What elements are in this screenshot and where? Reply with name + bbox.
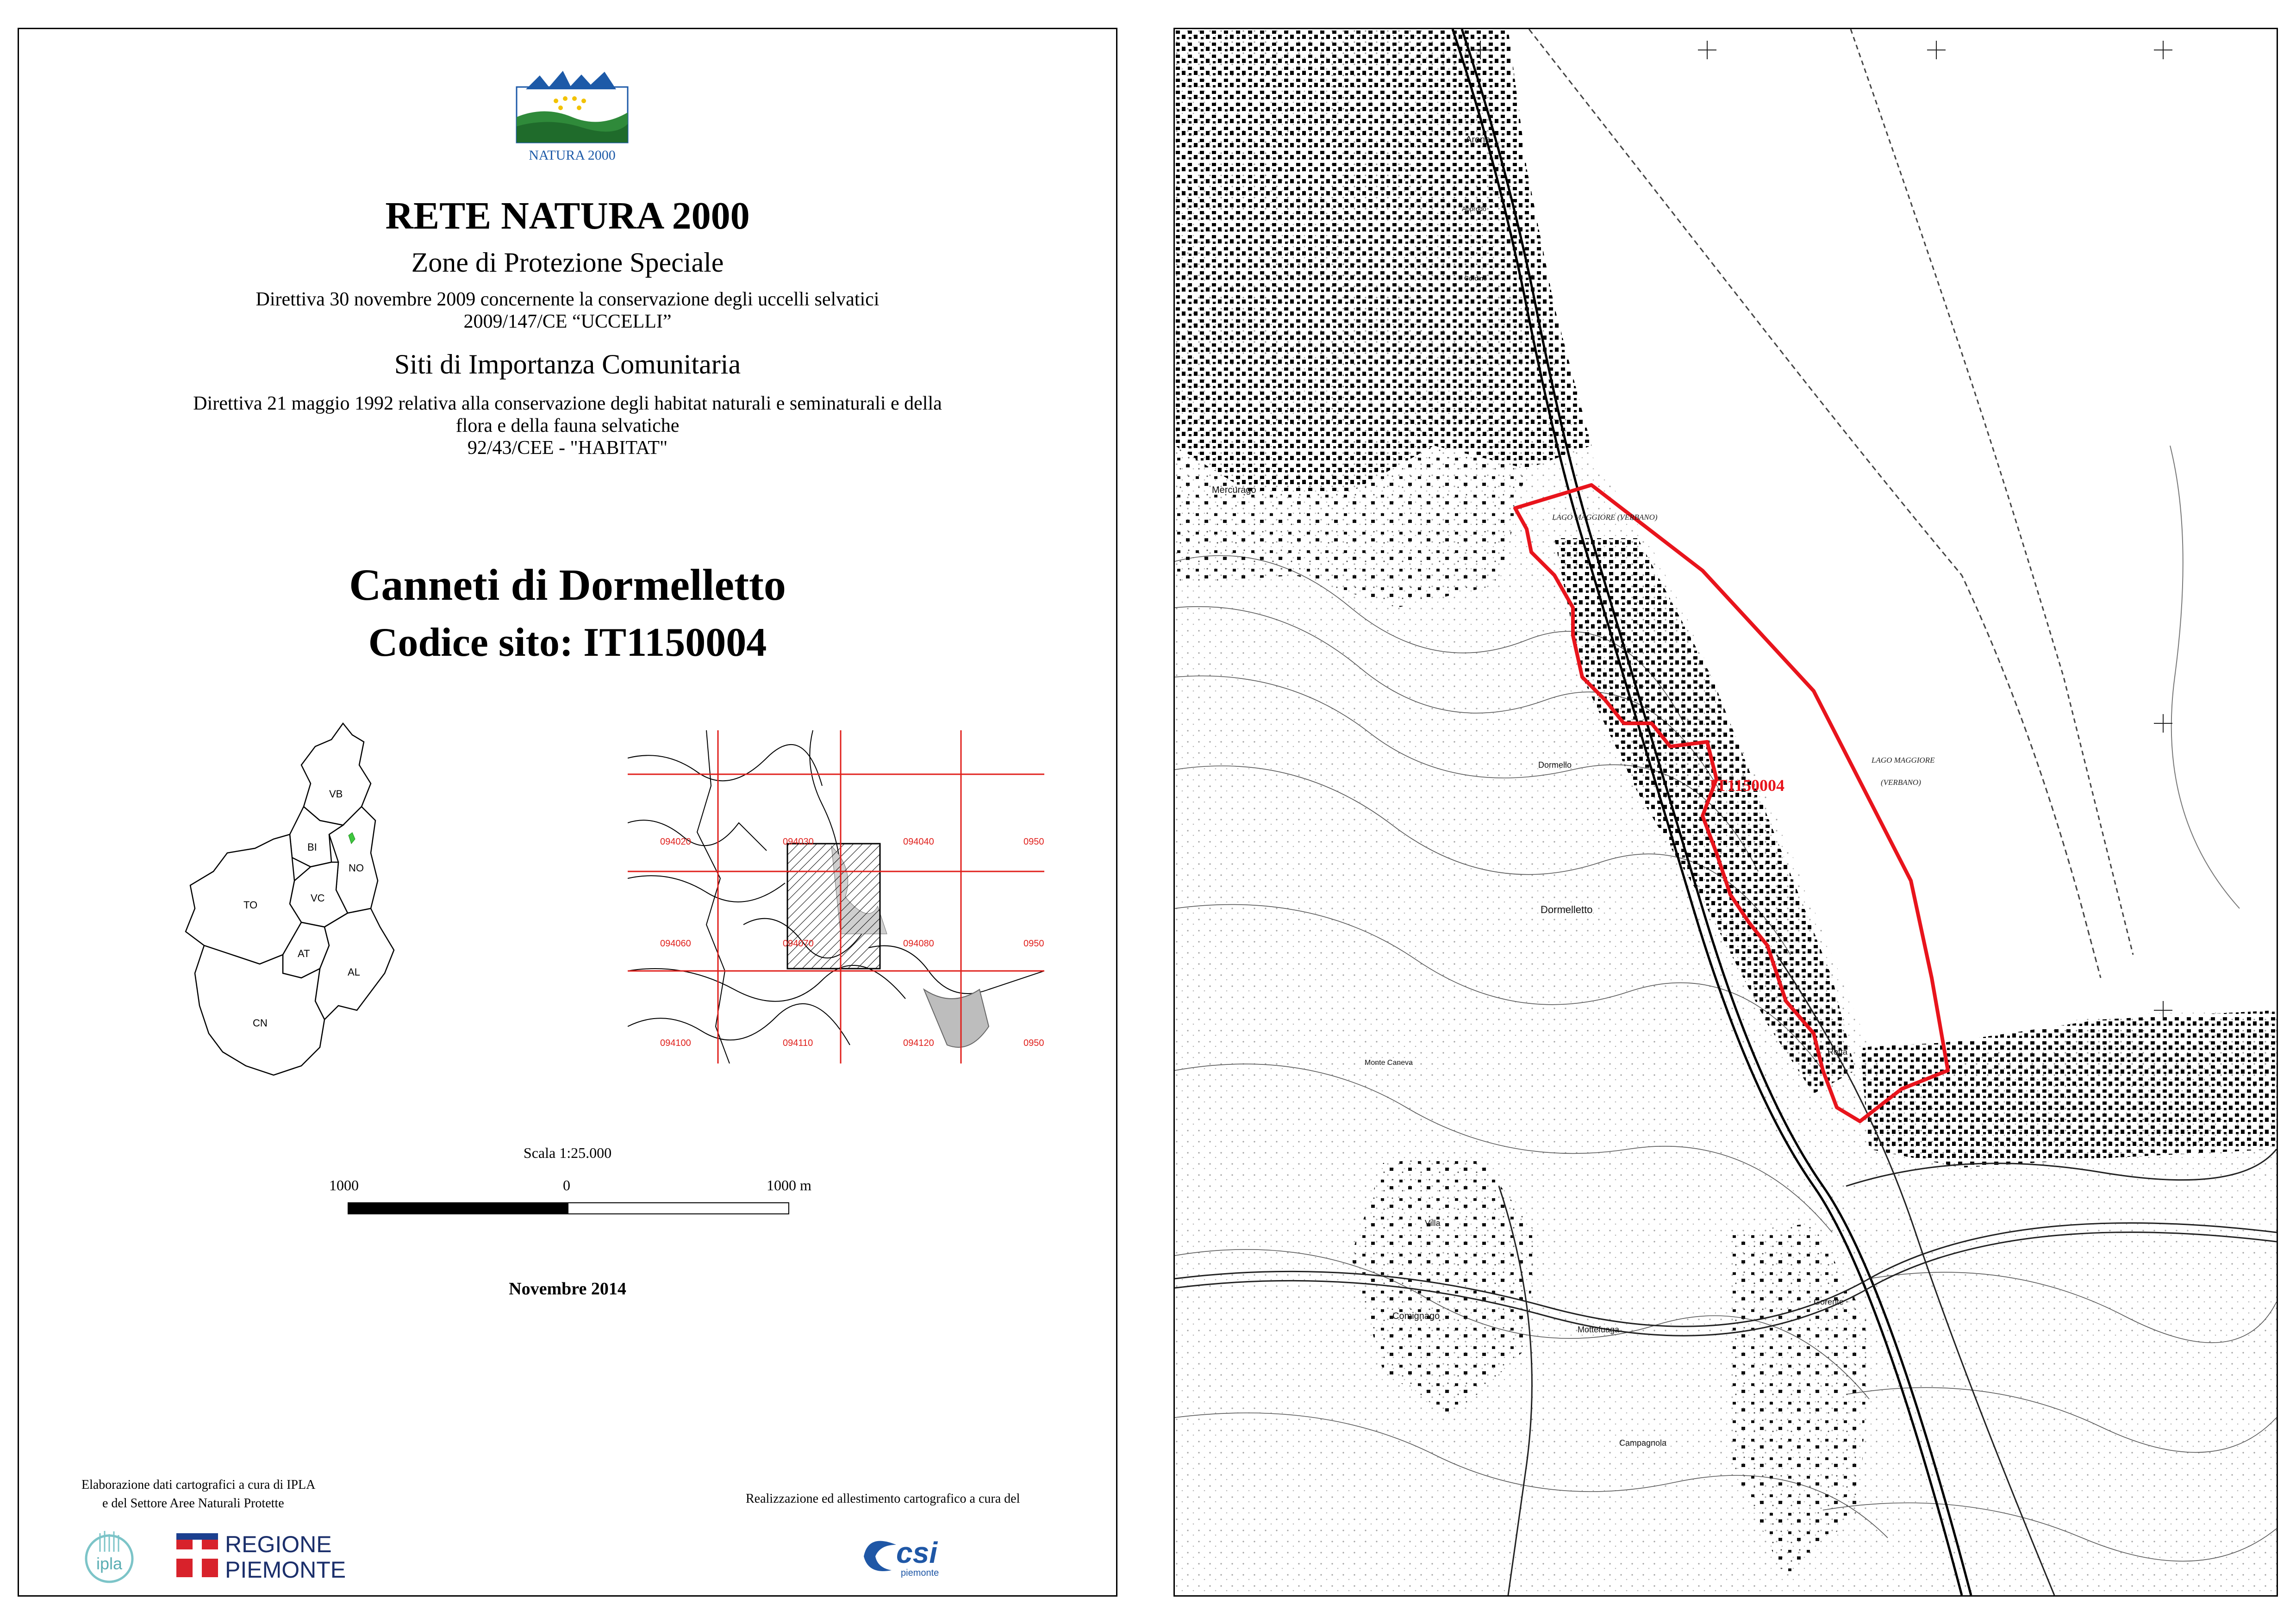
regione-shield-icon xyxy=(174,1531,220,1579)
ipla-logo-graphic xyxy=(79,1529,139,1584)
label-vb: VB xyxy=(329,788,343,800)
sheet-index-map xyxy=(628,730,1044,1063)
legend-panel xyxy=(18,28,1117,1597)
csi-logo-subtext: piemonte xyxy=(901,1568,939,1578)
place-campagnola: Campagnola xyxy=(1619,1438,1667,1448)
place-comignago: Comignago xyxy=(1392,1311,1440,1321)
place-monte-caneva: Monte Caneva xyxy=(1365,1059,1413,1067)
label-vc: VC xyxy=(311,892,325,904)
sheet-index-svg xyxy=(628,730,1044,1063)
topographic-map-panel xyxy=(1173,28,2278,1597)
region-locator-map xyxy=(176,714,500,1084)
sheet-094080: 094080 xyxy=(903,939,934,949)
csi-piemonte-logo xyxy=(859,1536,980,1582)
place-gorente: Gorente xyxy=(1814,1297,1844,1306)
scale-bar xyxy=(348,1202,789,1214)
regione-text-line2: PIEMONTE xyxy=(225,1557,346,1583)
sic-title: Siti di Importanza Comunitaria xyxy=(394,349,741,379)
place-dormelletto: Dormelletto xyxy=(1541,904,1593,915)
label-cn: CN xyxy=(253,1017,268,1029)
sheet-094100: 094100 xyxy=(660,1038,691,1048)
place-arona: Arona xyxy=(1466,135,1491,145)
scale-label-left: 1000 xyxy=(329,1177,359,1194)
site-name: Canneti di Dormelletto xyxy=(349,560,786,609)
label-al: AL xyxy=(348,966,360,978)
place-dormello: Dormello xyxy=(1538,760,1572,770)
sheet-0950-a: 0950 xyxy=(1023,837,1044,847)
lake-label-2a: LAGO MAGGIORE xyxy=(1872,756,1935,765)
label-no: NO xyxy=(349,862,364,874)
place-cordino: Cordino xyxy=(1464,274,1487,282)
lake-label-2b: (VERBANO) xyxy=(1881,778,1921,787)
sic-directive-line2: flora e della fauna selvatiche xyxy=(455,415,680,436)
sheet-094020: 094020 xyxy=(660,837,691,847)
zps-directive-line2: 2009/147/CE “UCCELLI” xyxy=(463,311,672,332)
label-bi: BI xyxy=(307,841,317,853)
site-code-map-label: IT1150004 xyxy=(1710,776,1785,795)
sheet-0950-c: 0950 xyxy=(1023,1038,1044,1048)
place-mottefuaga: Mottefuaga xyxy=(1578,1325,1620,1334)
sheet-094030: 094030 xyxy=(783,837,814,847)
zps-directive-line1: Direttiva 30 novembre 2009 concernente la conservazione degli uccelli selvatici xyxy=(256,289,880,310)
zps-title: Zone di Protezione Speciale xyxy=(411,247,724,278)
svg-text:NATURA 2000: NATURA 2000 xyxy=(529,148,616,163)
scale-title: Scala 1:25.000 xyxy=(523,1144,612,1161)
region-map-svg xyxy=(176,714,500,1084)
scale-label-right: 1000 m xyxy=(767,1177,811,1194)
place-rotta: Rotta xyxy=(1828,1047,1848,1057)
sheet-094040: 094040 xyxy=(903,837,934,847)
natura2000-logo xyxy=(512,62,632,166)
sheet-094060: 094060 xyxy=(660,939,691,949)
sic-directive-line3: 92/43/CEE - "HABITAT" xyxy=(467,437,668,459)
scale-bar-black xyxy=(349,1203,568,1213)
csi-swirl-icon xyxy=(859,1536,901,1577)
ipla-logo xyxy=(79,1529,139,1584)
place-villa: Villa xyxy=(1425,1219,1441,1228)
topographic-map xyxy=(1175,29,2277,1595)
csi-credit-line: Realizzazione ed allestimento cartografico a cura del xyxy=(746,1492,1020,1506)
lake-label-1: LAGO MAGGIORE (VERBANO) xyxy=(1552,513,1658,522)
svg-text:ipla: ipla xyxy=(96,1554,123,1573)
csi-logo-text: csi xyxy=(896,1536,937,1569)
place-mercurago: Mercurago xyxy=(1212,485,1256,495)
scale-label-middle: 0 xyxy=(563,1177,570,1194)
scale-bar-white xyxy=(568,1203,788,1213)
label-at: AT xyxy=(298,948,310,959)
map-date: Novembre 2014 xyxy=(509,1279,626,1299)
natura2000-logo-graphic xyxy=(512,62,632,166)
network-title: RETE NATURA 2000 xyxy=(385,194,750,237)
ipla-credit-line2: e del Settore Aree Naturali Protette xyxy=(102,1496,284,1511)
sic-directive-line1: Direttiva 21 maggio 1992 relativa alla conservazione degli habitat naturali e seminaturali e della xyxy=(193,393,942,414)
label-to: TO xyxy=(243,899,258,911)
ipla-credit-line1: Elaborazione dati cartografici a cura di IPLA xyxy=(81,1478,316,1492)
sheet-094110: 094110 xyxy=(783,1038,813,1048)
regione-piemonte-logo xyxy=(174,1531,359,1582)
place-approdo: Approdo xyxy=(1462,205,1486,212)
sheet-094120: 094120 xyxy=(903,1038,934,1048)
site-code: Codice sito: IT1150004 xyxy=(368,620,767,665)
sheet-094070: 094070 xyxy=(783,939,814,949)
regione-text-line1: REGIONE xyxy=(225,1531,332,1557)
sheet-0950-b: 0950 xyxy=(1023,939,1044,949)
province-al xyxy=(315,908,394,1020)
